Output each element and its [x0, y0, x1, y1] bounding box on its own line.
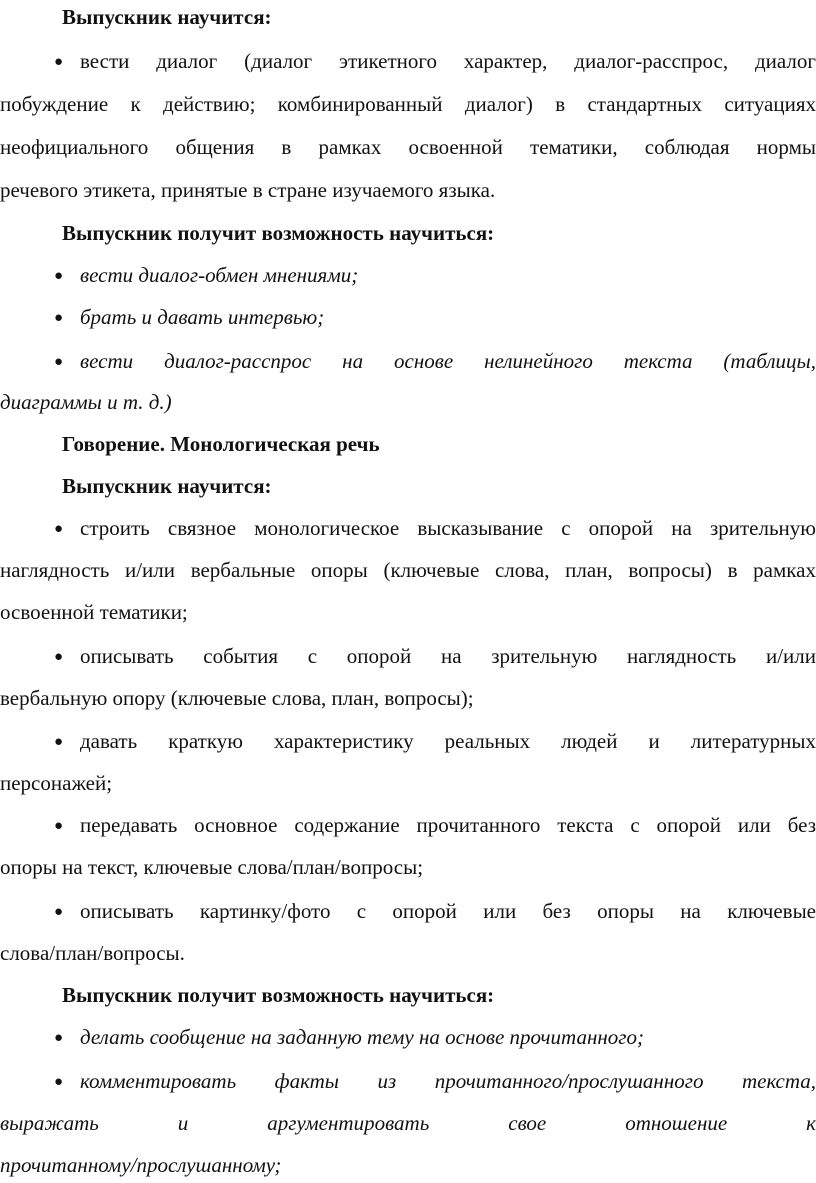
heading-graduate-will-have-opportunity: Выпускник получит возможность научиться:: [62, 983, 495, 1007]
bullet-icon: ●: [54, 268, 64, 284]
text-line: опоры на текст, ключевые слова/план/вопросы;: [0, 855, 424, 879]
text-line: неофициального общения в рамках освоенной тематики, соблюдая нормы: [0, 135, 816, 159]
bullet-icon: ●: [54, 310, 64, 326]
text-line: диаграммы и т. д.): [0, 390, 172, 414]
bullet-icon: ●: [54, 818, 64, 834]
text-line: вербальную опору (ключевые слова, план, вопросы);: [0, 686, 474, 710]
list-item: ● вести диалог-обмен мнениями;: [54, 263, 359, 287]
list-item: ● делать сообщение на заданную тему на основе прочитанного;: [54, 1025, 644, 1049]
text-line: освоенной тематики;: [0, 600, 188, 624]
list-item: ● вести диалог (диалог этикетного характер, диалог-расспрос, диалог: [54, 49, 816, 73]
bullet-icon: ●: [54, 734, 64, 750]
text-line: прочитанному/прослушанному;: [0, 1153, 282, 1177]
text-line: персонажей;: [0, 771, 113, 795]
text-line: побуждение к действию; комбинированный диалог) в стандартных ситуациях: [0, 92, 816, 116]
list-item: ● описывать картинку/фото с опорой или без опоры на ключевые: [54, 899, 816, 923]
list-item: ● описывать события с опорой на зрительную наглядность и/или: [54, 644, 816, 668]
text-line: слова/план/вопросы.: [0, 941, 185, 965]
heading-graduate-will-learn: Выпускник научится:: [62, 5, 272, 29]
list-item: ● строить связное монологическое высказывание с опорой на зрительную: [54, 516, 816, 540]
text-line: речевого этикета, принятые в стране изучаемого языка.: [0, 178, 496, 202]
list-item: ● комментировать факты из прочитанного/прослушанного текста,: [54, 1069, 816, 1093]
heading-graduate-will-have-opportunity: Выпускник получит возможность научиться:: [62, 221, 495, 245]
bullet-icon: ●: [54, 1074, 64, 1090]
bullet-icon: ●: [54, 649, 64, 665]
list-item: ● передавать основное содержание прочитанного текста с опорой или без: [54, 813, 816, 837]
bullet-icon: ●: [54, 521, 64, 537]
heading-graduate-will-learn: Выпускник научится:: [62, 474, 272, 498]
heading-speaking-monologue: Говорение. Монологическая речь: [62, 432, 380, 456]
list-item: ● вести диалог-расспрос на основе нелинейного текста (таблицы,: [54, 349, 816, 373]
bullet-icon: ●: [54, 54, 64, 70]
list-item: ● брать и давать интервью;: [54, 305, 325, 329]
text-line: наглядность и/или вербальные опоры (ключевые слова, план, вопросы) в рамках: [0, 558, 816, 582]
bullet-icon: ●: [54, 354, 64, 370]
bullet-icon: ●: [54, 904, 64, 920]
list-item: ● давать краткую характеристику реальных людей и литературных: [54, 729, 816, 753]
bullet-icon: ●: [54, 1030, 64, 1046]
text-line: выражать и аргументировать свое отношение к: [0, 1111, 816, 1135]
